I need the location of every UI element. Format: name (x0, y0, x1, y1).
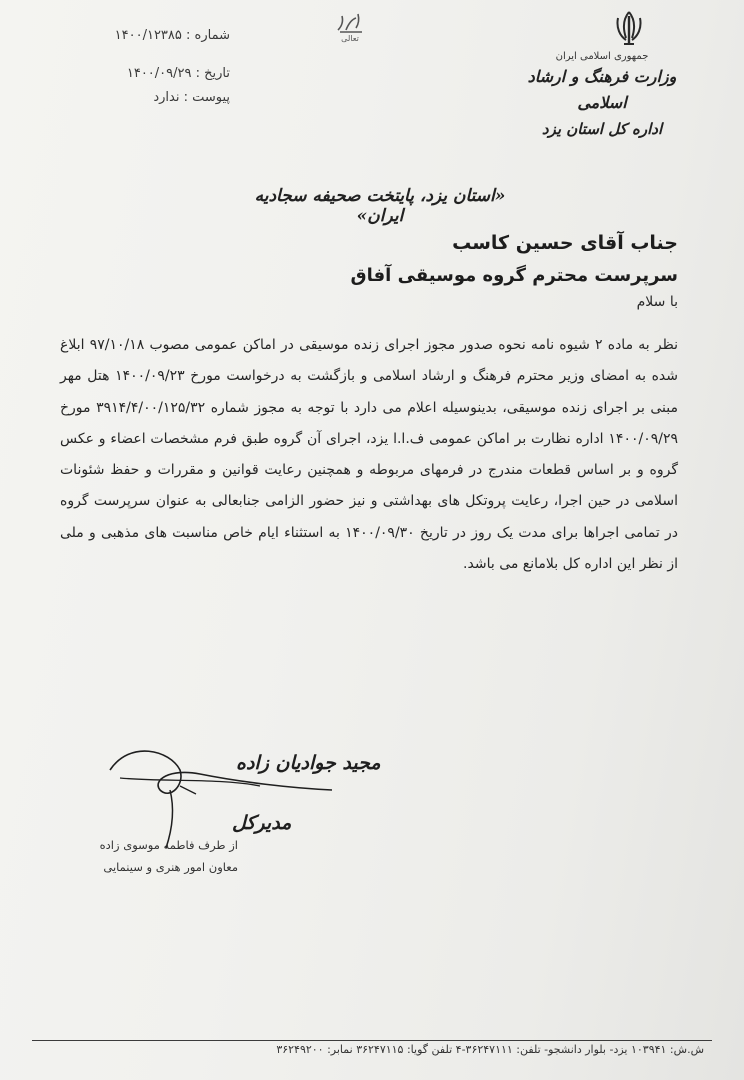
republic-label: جمهوری اسلامی ایران (555, 51, 649, 62)
addressee-name: جناب آقای حسین کاسب (452, 232, 678, 254)
province-slogan: «استان یزد، پایتخت صحیفه سجادیه ایران» (254, 186, 506, 226)
ministry-header (502, 50, 702, 142)
on-behalf-line: از طرف فاطمه موسوی زاده (99, 838, 238, 852)
letter-attachment: پیوست : ندارد (153, 90, 230, 105)
footer-divider (32, 1040, 712, 1041)
top-mark-text: تعالی (341, 34, 359, 43)
deputy-title: معاون امور هنری و سینمایی (103, 860, 238, 874)
addressee-title: سرپرست محترم گروه موسیقی آفاق (350, 265, 678, 286)
top-calligraphy-mark (330, 6, 370, 43)
on-behalf-block (66, 834, 238, 878)
footer-contact: ش.ش: ۱۰۳۹۴۱ یزد- بلوار دانشجو- تلفن: ۳۶۲۴۷۱۱۱-۴ تلفن گویا: ۳۶۲۴۷۱۱۵ نمابر: ۳۶۲۴۹۲۰۰ (276, 1043, 704, 1056)
iran-emblem-icon (612, 8, 646, 48)
handwritten-signature (100, 730, 360, 850)
office-name: اداره کل استان یزد (541, 120, 663, 138)
ministry-name: وزارت فرهنگ و ارشاد اسلامی (527, 67, 677, 112)
letter-body: نظر به ماده ۲ شیوه نامه نحوه صدور مجوز اجرای زنده موسیقی در اماکن عمومی مصوب ۹۷/۱۰/۱۸ ابلاغ شده به امضای وزیر محترم فرهنگ و ارشاد اسلامی و بازگشت به درخواست مورخ ۱۴۰۰/۰۹/۲۳ هتل مهر مبنی بر اجرای زنده موسیقی، بدینوسیله اعلام می دارد با توجه به مجوز شماره ۳۹۱۴/۴/۰۰/۱۲۵/۳۲ مورخ ۱۴۰۰/۰۹/۲۹ اداره نظارت بر اماکن عمومی ف.ا.ا یزد، اجرای آن گروه طبق فرم مشخصات اعضاء و عکس گروه و بر اساس قطعات مندرج در فرمهای مربوطه و همچنین رعایت قوانین و مقررات و حفظ شئونات اسلامی در حین اجرا، رعایت پروتکل های بهداشتی و نیز حضور الزامی جنابعالی به عنوان سرپرست گروه در تمامی اجراها برای مدت یک روز در تاریخ ۱۴۰۰/۰۹/۳۰ به استثناء ایام خاص مناسبت های مذهبی و ملی از نظر این اداره کل بلامانع می باشد. (60, 337, 678, 573)
letter-number: شماره : ۱۴۰۰/۱۲۳۸۵ (114, 28, 230, 43)
addressee-block (178, 226, 678, 292)
letter-date: تاریخ : ۱۴۰۰/۰۹/۲۹ (126, 66, 230, 81)
letter-meta (60, 26, 230, 112)
salutation: با سلام (636, 294, 678, 310)
signer-name: مجید جوادیان زاده (236, 752, 381, 774)
signer-role: مدیرکل (232, 812, 292, 834)
